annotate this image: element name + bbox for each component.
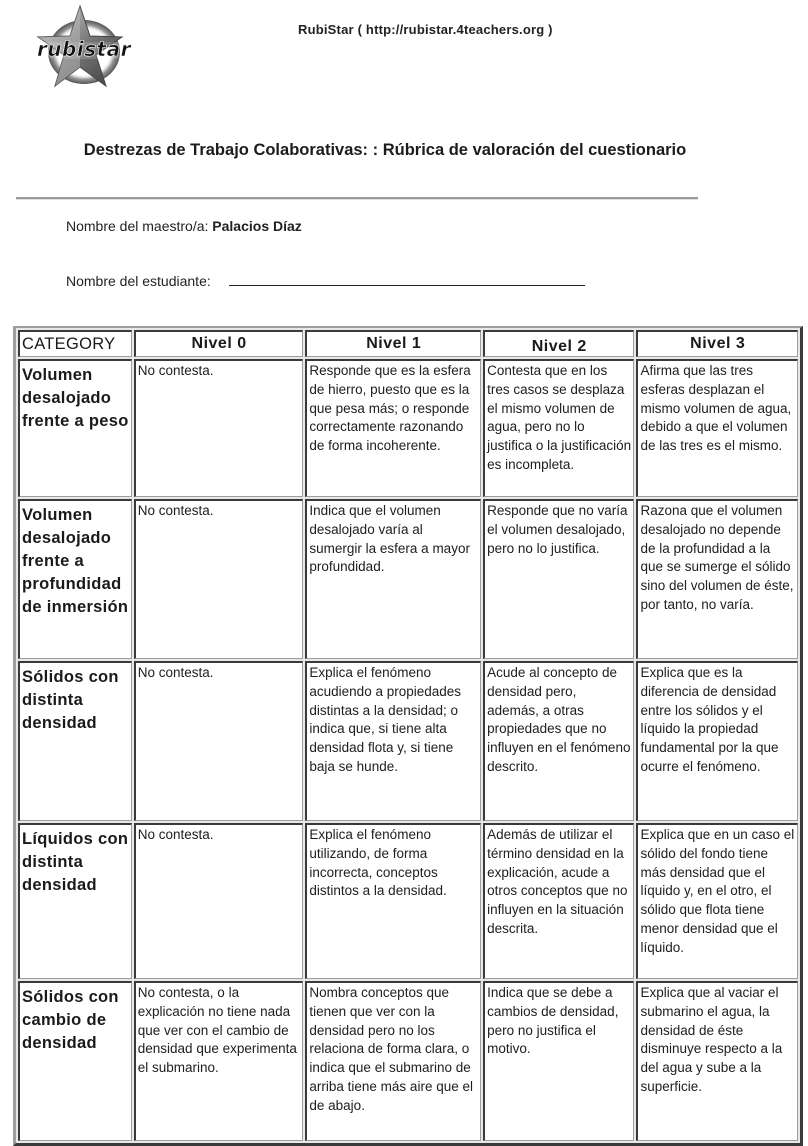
- teacher-label: Nombre del maestro/a:: [66, 218, 209, 234]
- teacher-name: Palacios Díaz: [212, 218, 302, 234]
- nivel-3-cell: Explica que al vaciar el submarino el agua, la densidad de éste disminuye respecto a la del agua y sube a la superficie.: [636, 981, 798, 1141]
- nivel-0-cell: No contesta.: [134, 359, 304, 497]
- nivel-3-cell: Afirma que las tres esferas desplazan el mismo volumen de agua, debido a que el volumen de las tres es el mismo.: [636, 359, 798, 497]
- table-row: [18, 823, 798, 979]
- category-cell: Sólidos con distinta densidad: [18, 661, 132, 821]
- category-cell: Sólidos con cambio de densidad: [18, 981, 132, 1141]
- rubistar-logo: [18, 4, 150, 90]
- nivel-1-cell: Responde que es la esfera de hierro, puesto que es la que pesa más; o responde correctamente razonando de forma incoherente.: [305, 359, 481, 497]
- category-cell: Volumen desalojado frente a peso: [18, 359, 132, 497]
- nivel-0-cell: No contesta.: [134, 499, 304, 659]
- nivel-3-cell: Razona que el volumen desalojado no depende de la profundidad a la que se sumerge el sólido sino del volumen de éste, por tanto, no varía.: [636, 499, 798, 659]
- nivel-0-cell: No contesta.: [134, 661, 304, 821]
- site-credit: RubiStar ( http://rubistar.4teachers.org ): [298, 22, 553, 37]
- nivel-2-cell: Responde que no varía el volumen desalojado, pero no lo justifica.: [483, 499, 634, 659]
- nivel-1-cell: Nombra conceptos que tienen que ver con la densidad pero no los relaciona de forma clara, o indica que el submarino de arriba tiene más aire que el de abajo.: [305, 981, 481, 1141]
- teacher-name-line: [66, 218, 302, 234]
- page-title: Destrezas de Trabajo Colaborativas: : Rúbrica de valoración del cuestionario: [83, 141, 687, 159]
- student-name-line: [66, 273, 585, 289]
- nivel-3-cell: Explica que es la diferencia de densidad entre los sólidos y el líquido la propiedad fundamental por la que ocurre el fenómeno.: [636, 661, 798, 821]
- category-cell: Líquidos con distinta densidad: [18, 823, 132, 979]
- header-nivel-3: Nivel 3: [636, 330, 798, 357]
- star-logo-icon: [18, 4, 150, 90]
- nivel-1-cell: Indica que el volumen desalojado varía al sumergir la esfera a mayor profundidad.: [305, 499, 481, 659]
- header-nivel-0: Nivel 0: [134, 330, 304, 357]
- header-nivel-1: Nivel 1: [305, 330, 481, 357]
- nivel-1-cell: Explica el fenómeno acudiendo a propiedades distintas a la densidad; o indica que, si tiene alta densidad flota y, si tiene baja se hunde.: [305, 661, 481, 821]
- nivel-0-cell: No contesta.: [134, 823, 304, 979]
- nivel-3-cell: Explica que en un caso el sólido del fondo tiene más densidad que el líquido y, en el otro, el sólido que flota tiene menor densidad que el líquido.: [636, 823, 798, 979]
- table-row: [18, 661, 798, 821]
- header-nivel-2: Nivel 2: [483, 330, 634, 357]
- table-row: [18, 359, 798, 497]
- nivel-2-cell: Indica que se debe a cambios de densidad, pero no justifica el motivo.: [483, 981, 634, 1141]
- table-row: [18, 981, 798, 1141]
- svg-text:rubistar: rubistar: [36, 37, 132, 61]
- nivel-1-cell: Explica el fenómeno utilizando, de forma incorrecta, conceptos distintos a la densidad.: [305, 823, 481, 979]
- nivel-2-cell: Contesta que en los tres casos se desplaza el mismo volumen de agua, pero no lo justifica o la justificación es incompleta.: [483, 359, 634, 497]
- student-label: Nombre del estudiante:: [66, 273, 211, 289]
- rubric-table: [13, 326, 803, 1146]
- nivel-0-cell: No contesta, o la explicación no tiene nada que ver con el cambio de densidad que experimenta el submarino.: [134, 981, 304, 1141]
- header-category: CATEGORY: [18, 330, 132, 357]
- category-cell: Volumen desalojado frente a profundidad de inmersión: [18, 499, 132, 659]
- nivel-2-cell: Además de utilizar el término densidad en la explicación, acude a otros conceptos que no influyen en la situación descrita.: [483, 823, 634, 979]
- table-header-row: [18, 330, 798, 357]
- nivel-2-cell: Acude al concepto de densidad pero, además, a otras propiedades que no influyen en el fenómeno descrito.: [483, 661, 634, 821]
- title-divider: [16, 197, 698, 200]
- table-row: [18, 499, 798, 659]
- student-name-blank[interactable]: [229, 273, 585, 286]
